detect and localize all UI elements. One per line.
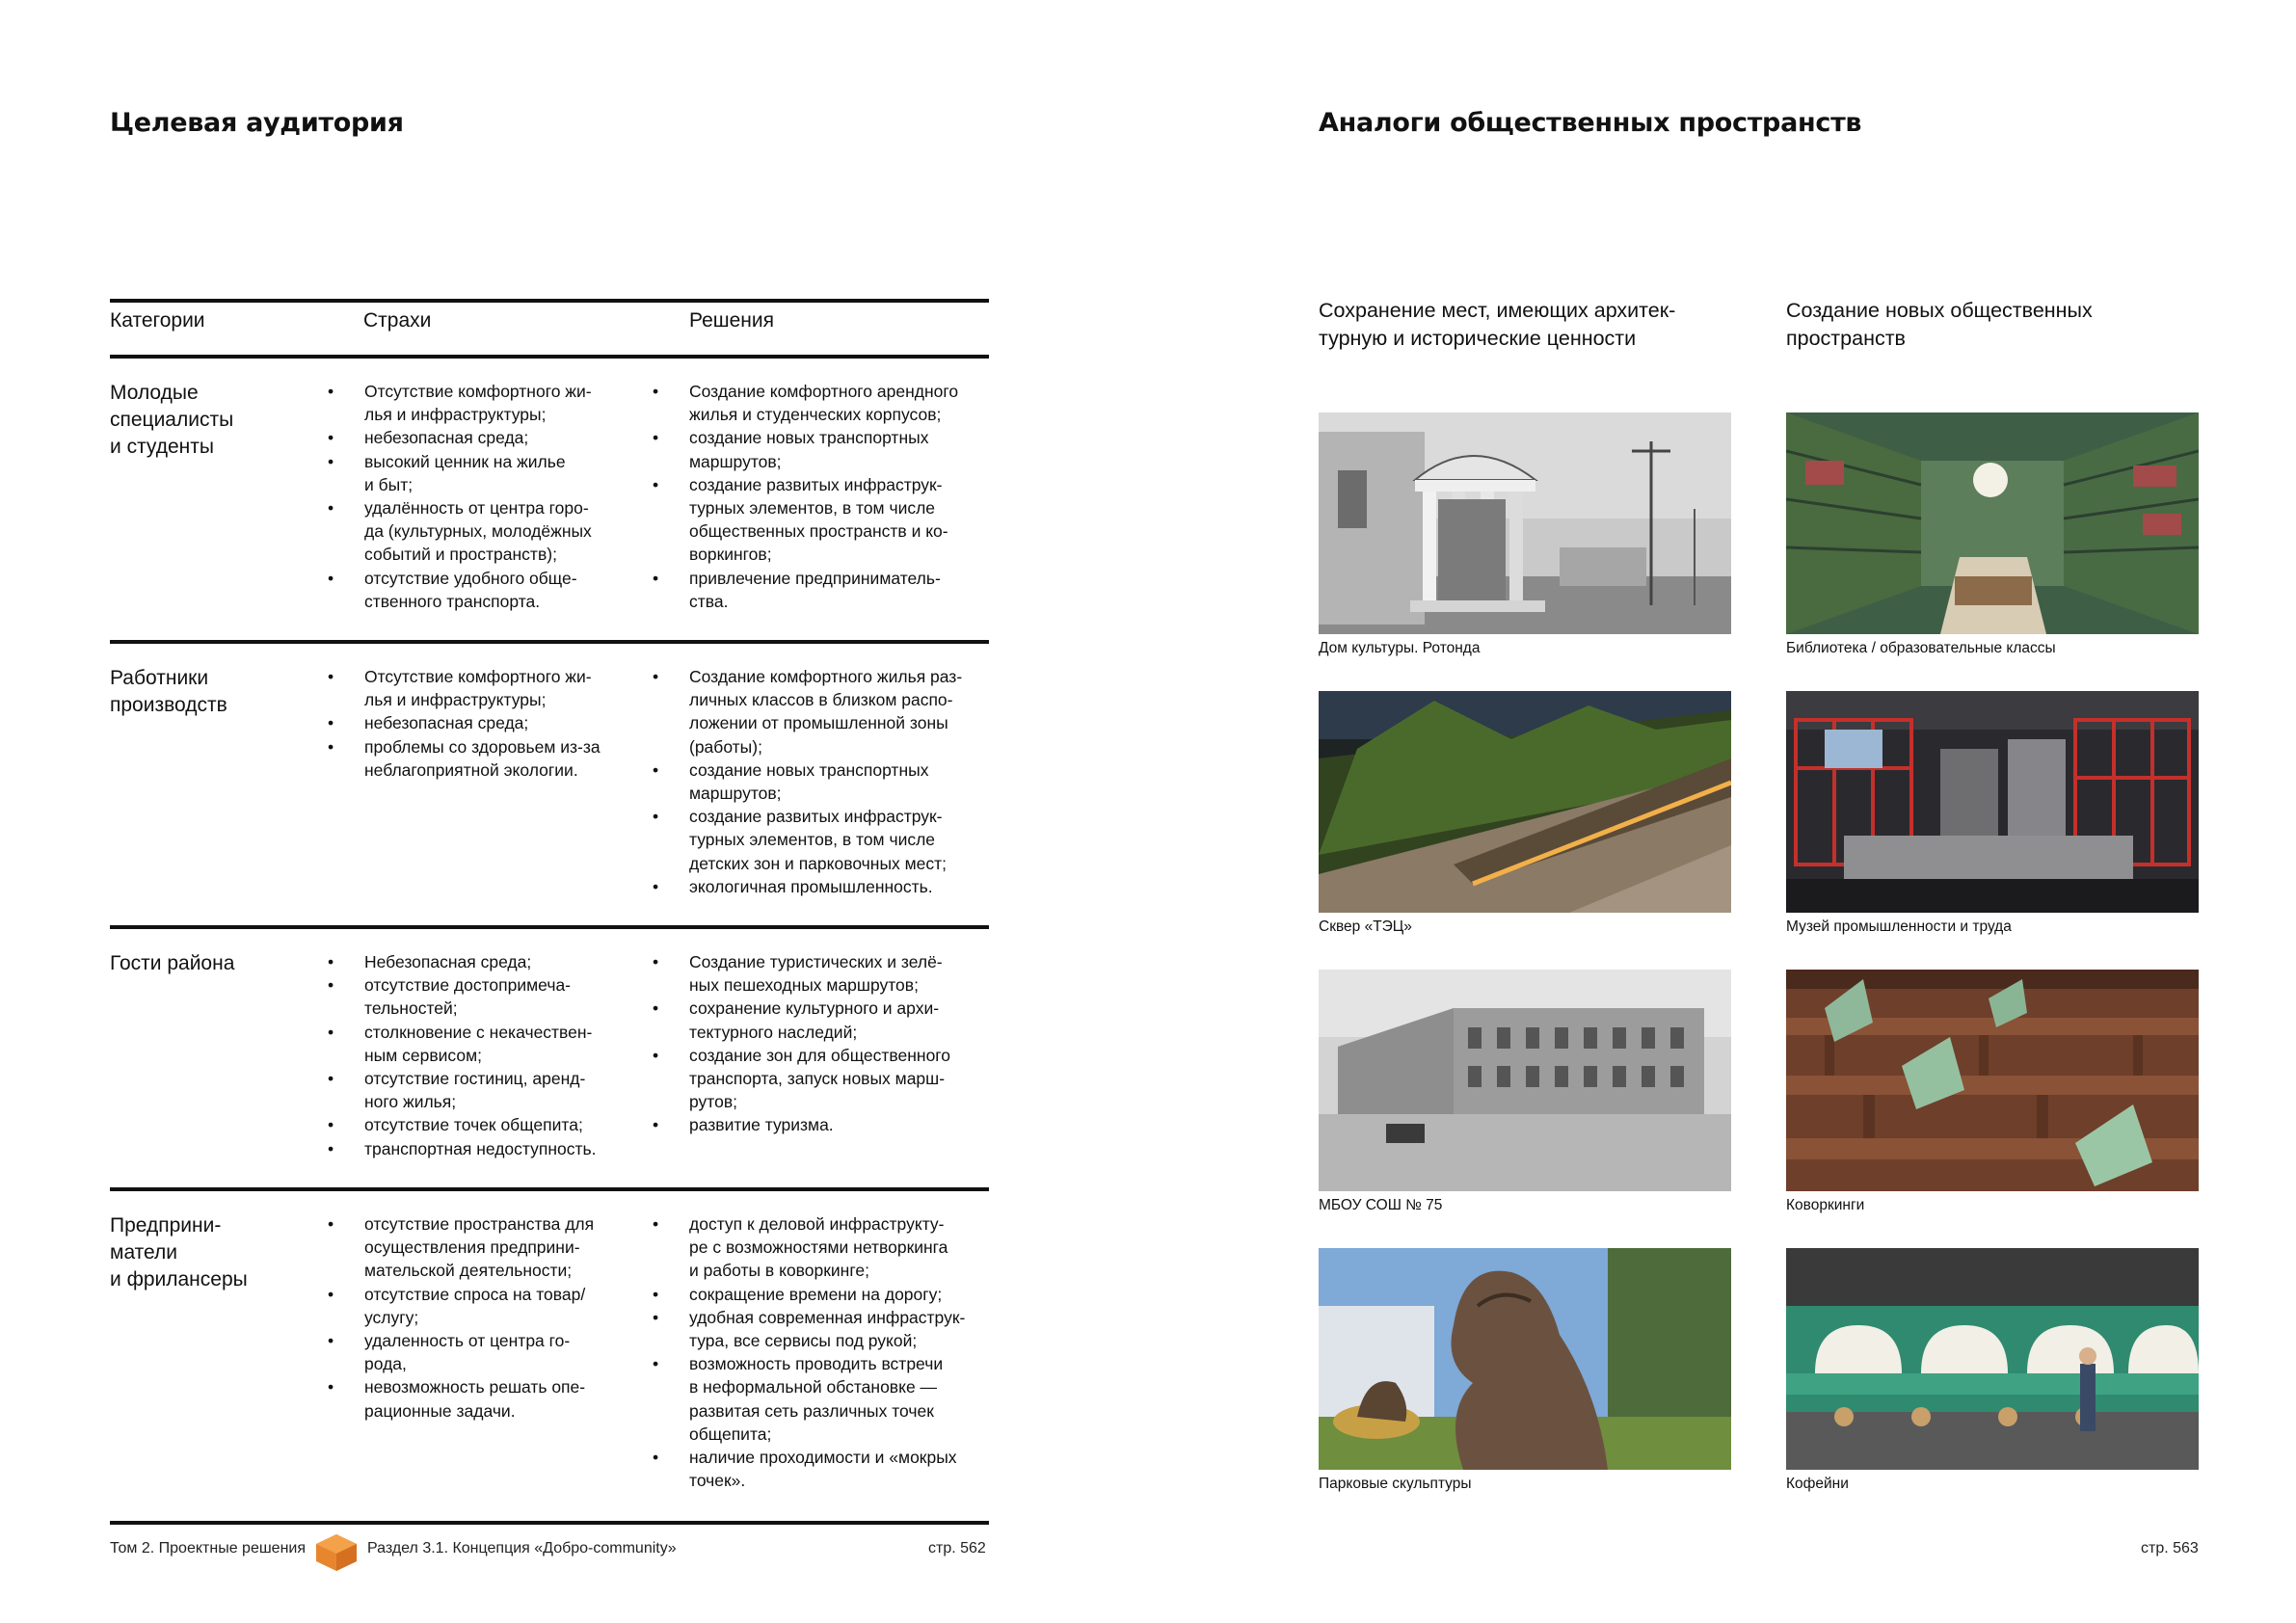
list-item: • удалённость от центра горо- да (культурных, молодёжных событий и пространств); (364, 496, 644, 567)
list-item: • наличие проходимости и «мокрых точек». (689, 1446, 998, 1492)
right-page (1148, 0, 2296, 1623)
caption: Дом культуры. Ротонда (1319, 640, 1481, 656)
list-item: • создание развитых инфраструк- турных элементов, в том числе детских зон и парковочных мест; (689, 805, 998, 875)
footer-page-number: стр. 563 (2141, 1540, 2199, 1556)
row-category: Работники производств (110, 667, 227, 716)
list-item: • отсутствие точек общепита; (364, 1113, 644, 1136)
list-item: • возможность проводить встречи в неформальной обстановке — развитая сеть различных точек общепита; (689, 1352, 998, 1446)
list-item: • создание развитых инфраструк- турных элементов, в том числе общественных пространств и ко- воркингов; (689, 473, 998, 567)
list-item: • небезопасная среда; (364, 711, 644, 734)
analog-card (1319, 412, 1731, 657)
list-item: • отсутствие спроса на товар/ услугу; (364, 1283, 644, 1329)
rotunda-photo (1319, 412, 1731, 634)
library-photo (1786, 412, 2199, 634)
list-item: • Отсутствие комфортного жи- лья и инфраструктуры; (364, 380, 644, 426)
caption: Кофейни (1786, 1476, 1849, 1492)
list-item: • Создание комфортного арендного жилья и студенческих корпусов; (689, 380, 998, 426)
list-item: • Небезопасная среда; (364, 950, 644, 973)
list-item: • Создание комфортного жилья раз- личных классов в близком распо- ложении от промышленной зоны (работы); (689, 665, 998, 758)
list-item: • создание новых транспортных маршрутов; (689, 426, 998, 472)
column-heading-heritage: Сохранение мест, имеющих архитек- турную и исторические ценности (1319, 299, 1676, 350)
list-item: • проблемы со здоровьем из-за неблагоприятной экологии. (364, 735, 644, 782)
header-categories: Категории (110, 309, 205, 332)
school-photo (1319, 970, 1731, 1191)
list-item: • удобная современная инфраструк- тура, все сервисы под рукой; (689, 1306, 998, 1352)
page-title: Целевая аудитория (110, 108, 404, 138)
audience-table (110, 299, 989, 1525)
list-item: • доступ к деловой инфраструкту- ре с возможностями нетворкинга и работы в коворкинге; (689, 1212, 998, 1283)
table-row (110, 929, 989, 1191)
header-solutions: Решения (689, 309, 774, 332)
analog-card (1319, 1248, 1731, 1493)
list-item: • отсутствие удобного обще- ственного транспорта. (364, 567, 644, 613)
sculpture-photo (1319, 1248, 1731, 1470)
list-item: • создание зон для общественного транспорта, запуск новых марш- рутов; (689, 1044, 998, 1114)
analog-card (1319, 970, 1731, 1214)
table-row (110, 1191, 989, 1525)
fears-list (364, 950, 644, 1160)
header-fears: Страхи (363, 309, 432, 332)
caption: Коворкинги (1786, 1197, 1865, 1213)
caption: Сквер «ТЭЦ» (1319, 918, 1412, 935)
list-item: • привлечение предприниматель- ства. (689, 567, 998, 613)
solutions-list (689, 1212, 998, 1492)
caption: Библиотека / образовательные классы (1786, 640, 2056, 656)
list-item: • сохранение культурного и архи- тектурного наследий; (689, 997, 998, 1043)
fears-list (364, 380, 644, 613)
fears-list (364, 1212, 644, 1423)
caption: МБОУ СОШ № 75 (1319, 1197, 1443, 1213)
table-header (110, 299, 989, 359)
table-row (110, 359, 989, 644)
fears-list (364, 665, 644, 782)
caption: Парковые скульптуры (1319, 1476, 1472, 1492)
list-item: • сокращение времени на дорогу; (689, 1283, 998, 1306)
list-item: • высокий ценник на жилье и быт; (364, 450, 644, 496)
list-item: • столкновение с некачествен- ным сервисом; (364, 1021, 644, 1067)
list-item: • невозможность решать опе- рационные задачи. (364, 1375, 644, 1422)
caption: Музей промышленности и труда (1786, 918, 2012, 935)
footer-page-number: стр. 562 (928, 1540, 986, 1556)
list-item: • Создание туристических и зелё- ных пешеходных маршрутов; (689, 950, 998, 997)
solutions-list (689, 950, 998, 1137)
row-category: Гости района (110, 952, 235, 974)
analog-card (1786, 691, 2199, 936)
list-item: • отсутствие достопримеча- тельностей; (364, 973, 644, 1020)
list-item: • небезопасная среда; (364, 426, 644, 449)
analog-card (1786, 970, 2199, 1214)
list-item: • удаленность от центра го- рода, (364, 1329, 644, 1375)
row-category: Молодые специалисты и студенты (110, 382, 234, 458)
list-item: • отсутствие пространства для осуществления предприни- мательской деятельности; (364, 1212, 644, 1283)
analog-card (1319, 691, 1731, 936)
solutions-list (689, 380, 998, 613)
footer-volume: Том 2. Проектные решения (110, 1540, 307, 1556)
list-item: • транспортная недоступность. (364, 1137, 644, 1160)
list-item: • Отсутствие комфортного жи- лья и инфраструктуры; (364, 665, 644, 711)
column-heading-new: Создание новых общественных пространств (1786, 299, 2093, 350)
solutions-list (689, 665, 998, 898)
row-category: Предприни- матели и фрилансеры (110, 1214, 248, 1290)
page-title: Аналоги общественных пространств (1319, 108, 1862, 138)
list-item: • развитие туризма. (689, 1113, 998, 1136)
analog-card (1786, 412, 2199, 657)
publisher-logo-icon (314, 1533, 359, 1572)
list-item: • отсутствие гостиниц, аренд- ного жилья; (364, 1067, 644, 1113)
square-photo (1319, 691, 1731, 913)
museum-photo (1786, 691, 2199, 913)
coworking-photo (1786, 970, 2199, 1191)
table-row (110, 644, 989, 929)
list-item: • создание новых транспортных маршрутов; (689, 758, 998, 805)
analog-card (1786, 1248, 2199, 1493)
cafe-photo (1786, 1248, 2199, 1470)
list-item: • экологичная промышленность. (689, 875, 998, 898)
footer-section: Раздел 3.1. Концепция «Добро-community» (367, 1540, 677, 1556)
